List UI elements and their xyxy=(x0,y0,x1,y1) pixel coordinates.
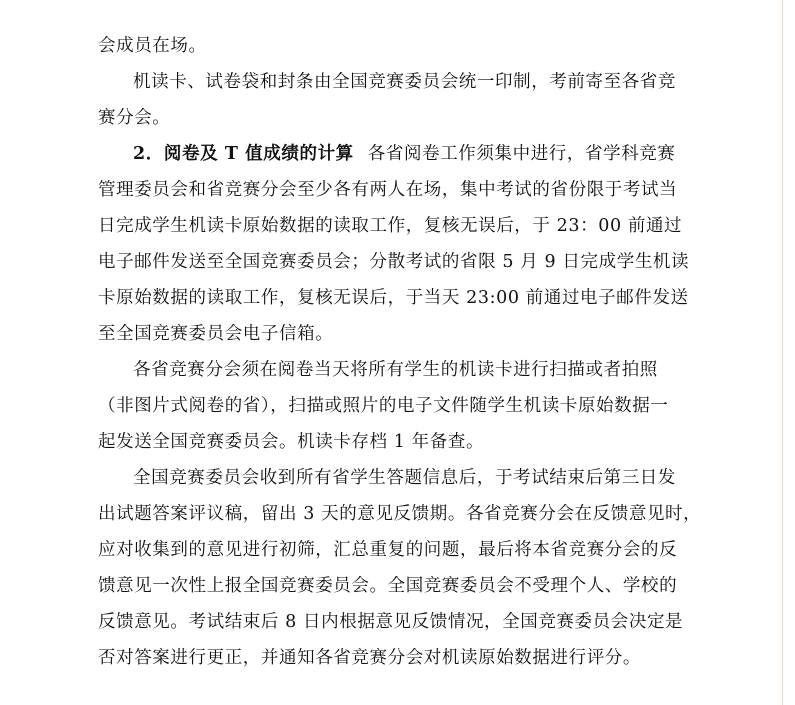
text-line: 馈意见一次性上报全国竞赛委员会。全国竞赛委员会不受理个人、学校的 xyxy=(98,576,678,596)
text-line: 全国竞赛委员会收到所有省学生答题信息后，于考试结束后第三日发 xyxy=(133,468,676,488)
page-edge xyxy=(782,0,783,705)
text-line: 起发送全国竞赛委员会。机读卡存档 1 年备查。 xyxy=(98,432,485,452)
text-line: 管理委员会和省竞赛分会至少各有两人在场，集中考试的省份限于考试当 xyxy=(98,180,678,200)
text-line: 出试题答案评议稿，留出 3 天的意见反馈期。各省竞赛分会在反馈意见时， xyxy=(98,504,702,524)
text-line: 否对答案进行更正，并通知各省竞赛分会对机读原始数据进行评分。 xyxy=(98,648,641,668)
text-line: 机读卡、试卷袋和封条由全国竞赛委员会统一印制，考前寄至各省竞 xyxy=(133,72,676,92)
text-line: 赛分会。 xyxy=(98,108,171,128)
section-heading-line xyxy=(98,136,698,172)
text-line: 反馈意见。考试结束后 8 日内根据意见反馈情况，全国竞赛委员会决定是 xyxy=(98,612,684,632)
section-first-text: 各省阅卷工作须集中进行，省学科竞赛 xyxy=(367,144,676,164)
text-line: 至全国竞赛委员会电子信箱。 xyxy=(98,324,334,344)
document-body xyxy=(98,28,702,676)
text-line: 卡原始数据的读取工作，复核无误后，于当天 23:00 前通过电子邮件发送 xyxy=(98,288,689,308)
text-line: （非图片式阅卷的省），扫描或照片的电子文件随学生机读卡原始数据一 xyxy=(98,396,669,416)
text-line: 各省竞赛分会须在阅卷当天将所有学生的机读卡进行扫描或者拍照 xyxy=(133,360,658,380)
text-line: 电子邮件发送至全国竞赛委员会；分散考试的省限 5 月 9 日完成学生机读 xyxy=(98,252,690,272)
text-line: 应对收集到的意见进行初筛，汇总重复的问题，最后将本省竞赛分会的反 xyxy=(98,540,678,560)
section-heading: 2．阅卷及 T 值成绩的计算 xyxy=(133,144,354,164)
text-line: 日完成学生机读卡原始数据的读取工作，复核无误后，于 23：00 前通过 xyxy=(98,216,683,236)
text-line: 会成员在场。 xyxy=(98,36,207,56)
